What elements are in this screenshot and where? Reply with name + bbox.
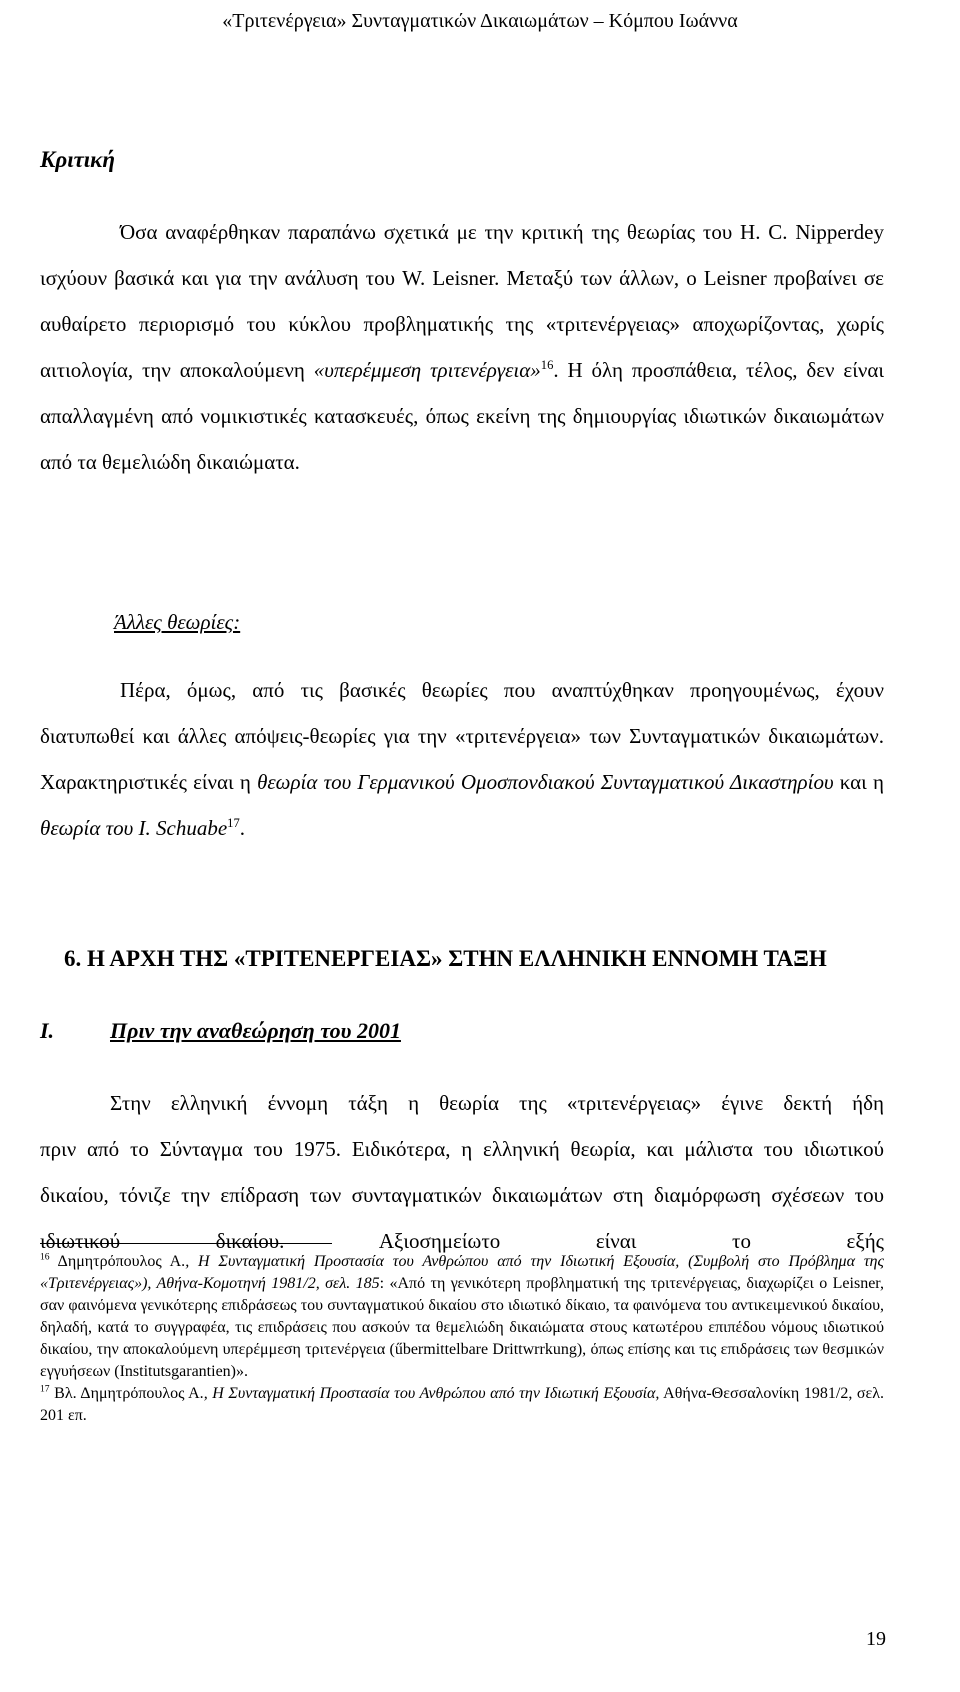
- page-header: «Τριτενέργεια» Συνταγματικών Δικαιωμάτων – Κόμπου Ιωάννα: [222, 10, 738, 32]
- chapter-title: Η ΑΡΧΗ ΤΗΣ «ΤΡΙΤΕΝΕΡΓΕΙΑΣ» ΣΤΗΝ ΕΛΛΗΝΙΚΗ ΕΝΝΟΜΗ ΤΑΞΗ: [87, 946, 827, 971]
- footnote-author: Βλ. Δημητρόπουλος Α.: [49, 1385, 204, 1402]
- footnote-citation: , Η Συνταγματική Προστασία του Ανθρώπου από την Ιδιωτική Εξουσία,: [203, 1385, 660, 1402]
- section-title: Κριτική: [40, 147, 115, 172]
- footnote-17: [40, 1383, 884, 1427]
- page-number: 19: [866, 1628, 886, 1650]
- subsection-heading: [40, 1018, 401, 1044]
- paragraph-other-theories: [40, 667, 884, 851]
- footnote-ref-16[interactable]: 16: [540, 358, 554, 372]
- footnote-text: : «Από τη γενικότερη προβληματική της τριτενέργειας, διαχωρίζει ο Leisner, σαν φαινόμενα γενικότερης επιδράσεως του συνταγματικού δικαίου στο ιδιωτικό δίκαιο, τα φαινόμενα του αντικειμενικού δικαίου, δηλαδή, κατά το συγγραφέα, τις επιδράσεις που ασκούν τα θεμελιώδη δικαιώματα στους κατωτέρου επιπέδου νόμους ιδιωτικού δικαίου, την αποκαλούμενη υπερέμμεση τριτενέργεια (űbermittelbare Drittwrrkung), όπως επίσης και τις επιδράσεις των θεσμικών εγγυήσεων (Institutsgarantien)».: [40, 1275, 884, 1380]
- footnote-number: 16: [40, 1251, 50, 1263]
- footnote-16: [40, 1251, 884, 1383]
- footnote-ref-17[interactable]: 17: [227, 816, 240, 830]
- paragraph-text: Πέρα, όμως, από τις βασικές θεωρίες που αναπτύχθηκαν προηγουμένως, έχουν διατυπωθεί και άλλες απόψεις-θεωρίες για την «τριτενέργεια» των Συνταγματικών δικαιωμάτων. Χαρακτηριστικές είναι η: [40, 678, 884, 794]
- footnotes: [40, 1251, 884, 1427]
- footnote-number: 17: [40, 1383, 50, 1395]
- footnote-separator: [40, 1243, 332, 1244]
- paragraph-text: Όσα αναφέρθηκαν παραπάνω σχετικά με την κριτική της θεωρίας του H. C. Nipperdey ισχύουν βασικά και για την ανάλυση του W. Leisner. Μεταξύ των άλλων, ο Leisner προβαίνει σε αυθαίρετο περιορισμό του κύκλου προβληματικής της «τριτενέργειας» αποχωρίζοντας, χωρίς αιτιολογία, την αποκαλούμενη: [40, 220, 884, 382]
- paragraph-text: . Η όλη προσπάθεια, τέλος, δεν είναι απαλλαγμένη από νομικιστικές κατασκευές, όπως εκείνη της δημιουργίας ιδιωτικών δικαιωμάτων από τα θεμελιώδη δικαιώματα.: [40, 358, 884, 474]
- paragraph-greek-order-first-line: Στην ελληνική έννομη τάξη η θεωρία της «τριτενέργειας» έγινε δεκτή ήδη: [110, 1091, 884, 1115]
- italic-term: θεωρία του Γερμανικού Ομοσπονδιακού Συνταγματικού Δικαστηρίου: [257, 770, 834, 794]
- footnote-citation: , Η Συνταγματική Προστασία του Ανθρώπου από την Ιδιωτική Εξουσία, (Συμβολή στο Πρόβλημα της «Τριτενέργειας»), Αθήνα-Κομοτηνή 1981/2, σελ. 185: [40, 1253, 884, 1292]
- paragraph-greek-order: πριν από το Σύνταγμα του 1975. Ειδικότερα, η ελληνική θεωρία, και μάλιστα του ιδιωτικού δικαίου, τόνιζε την επίδραση των συνταγματικών δικαιωμάτων στη διαμόρφωση σχέσεων του ιδιωτικού δικαίου. Αξιοσημείωτο είναι το εξής: [40, 1137, 884, 1253]
- paragraph-text: .: [239, 816, 245, 840]
- chapter-number: 6.: [64, 946, 82, 971]
- paragraph-critique: [40, 209, 884, 485]
- italic-term: θεωρία του I. Schuabe: [40, 816, 228, 840]
- footnote-author: Δημητρόπουλος Α.: [49, 1253, 186, 1270]
- subheading-other-theories: Άλλες θεωρίες:: [114, 610, 241, 634]
- subsection-title: Πριν την αναθεώρηση του 2001: [110, 1018, 401, 1043]
- subsection-label: Ι.: [40, 1018, 55, 1043]
- footnote-text: Αθήνα-Θεσσαλονίκη 1981/2, σελ. 201 επ.: [40, 1385, 885, 1424]
- italic-term: «υπερέμμεση τριτενέργεια»: [313, 358, 541, 382]
- chapter-heading: [40, 946, 884, 972]
- paragraph-text: και η: [833, 770, 884, 794]
